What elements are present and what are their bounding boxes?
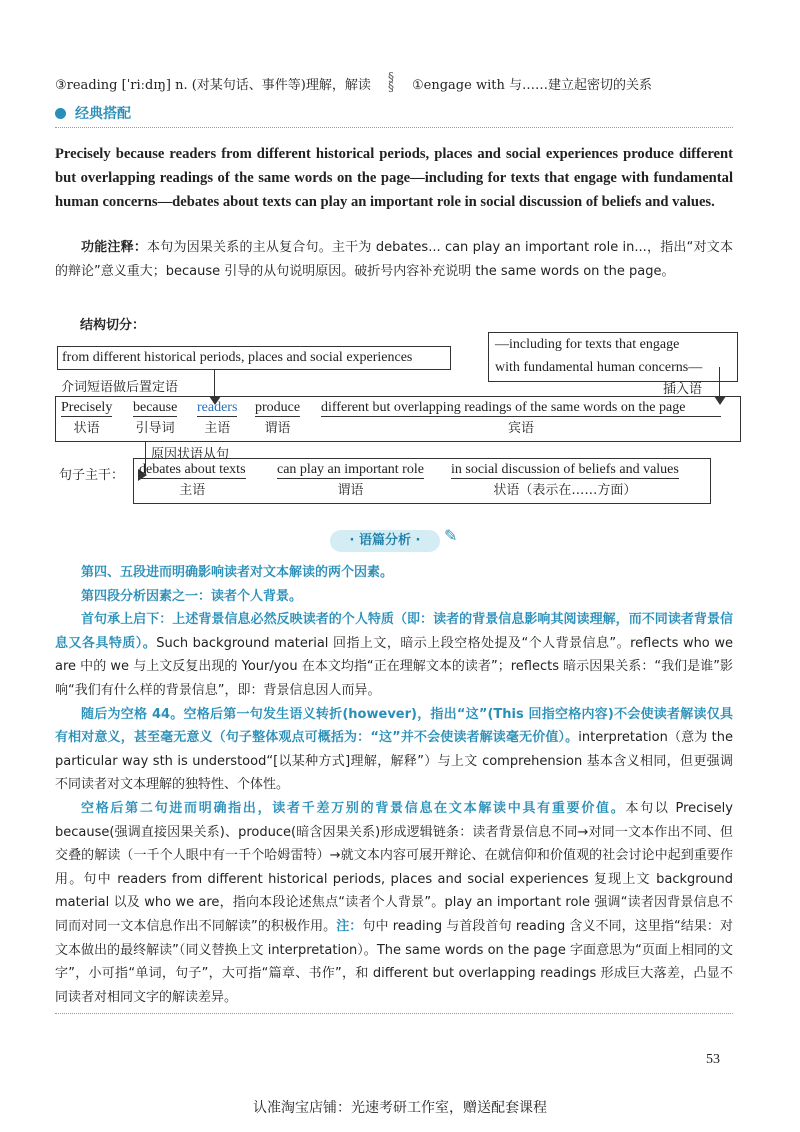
analysis-p4: 空格后第二句进而明确指出，读者千差万别的背景信息在文本解读中具有重要价值。本句以 Precisely because(强调直接因果关系)、produce(暗含因果关系)形成逻辑链条：读者背景信息不同→对同一文本作出不同、但交叠的解读（一千个人眼中有一千个哈姆雷特）→就文本内容可展开辩论、在就信仰和价值观的社会讨论中起到重要作用。句中 readers from different historical periods, places and social experiences 复现上文 background material 以及 who we are，指向本段论述焦点“读者个人背景”。play an important role 强调“读者因背景信息不同而对同一文本信息作出不同解读”的积极作用。注：句中 reading 与首段首句 reading 含义不同，这里指“结果：对文本做出的最终解读”（同义替换上文 interpretation）。The same words on the page 字面意思为“页面上相同的文字”，小可指“单词，句子”，大可指“篇章、书作”，和 different but overlapping readings 形成巨大落差，凸显不同读者对相同文字的解读差异。	[55, 800, 733, 1005]
insertion-line-1: —including for texts that engage	[495, 337, 680, 352]
analysis-p0: 第四、五段进而明确影响读者对文本解读的两个因素。	[81, 565, 394, 580]
row1-word-3: readers 主语	[197, 400, 238, 436]
footer-text: 认准淘宝店铺：光速考研工作室，赠送配套课程	[253, 1100, 547, 1116]
prep-phrase: from different historical periods, places and social experiences	[62, 350, 413, 365]
row2-word-3: in social discussion of beliefs and values 状语（表示在……方面）	[451, 462, 679, 498]
function-note	[55, 236, 733, 284]
divider-icon: § §	[388, 70, 394, 94]
analysis-p1: 第四段分析因素之一：读者个人背景。	[81, 588, 303, 604]
clause-note: 原因状语从句	[151, 447, 230, 462]
function-note-label: 功能注释：	[81, 240, 148, 255]
insertion-note: 插入语	[663, 382, 703, 397]
row2-word-2: can play an important role 谓语	[277, 462, 424, 498]
row1-word-4: produce 谓语	[255, 400, 301, 436]
section-title: 经典搭配	[75, 106, 131, 122]
main-clause-label: 句子主干：	[59, 468, 125, 483]
prep-phrase-box	[57, 346, 451, 370]
analysis-banner: · 语篇分析 ·	[330, 530, 440, 552]
row2-word-1: debates about texts 主语	[139, 462, 246, 498]
section-heading	[55, 103, 131, 123]
insertion-line-2: with fundamental human concerns—	[495, 360, 703, 375]
example-sentence: Precisely because readers from different historical periods, places and social experiences produce different but overlapping readings of the same words on the page—including for texts that engage with fundamental human concerns—debates about texts can play an important role in social discussion of beliefs and values.	[55, 146, 733, 210]
structure-label: 结构切分：	[80, 318, 146, 333]
pen-icon: ✎	[444, 526, 458, 545]
sentence-structure-diagram	[55, 332, 745, 512]
row1-word-5: different but overlapping readings of the same words on the page 宾语	[321, 400, 721, 436]
bullet-icon	[55, 108, 66, 119]
row1-word-2: because 引导词	[133, 400, 178, 436]
vocab-item-reading: ③reading [ˈriːdɪŋ] n. (对某句话、事件等)理解，解读	[55, 78, 371, 93]
insertion-box	[488, 332, 738, 382]
analysis-text	[55, 561, 733, 1009]
prep-phrase-note: 介词短语做后置定语	[61, 380, 179, 395]
function-note-text: 本句为因果关系的主从复合句。主干为 debates... can play an important role in...，指出“对文本的辩论”意义重大；because 引导的从句说明原因。破折号内容补充说明 the same words on the page。	[55, 240, 733, 279]
analysis-p2: 首句承上启下：上述背景信息必然反映读者的个人特质（即：读者的背景信息影响其阅读理解，而不同读者背景信息又各具特质）。Such background material 回指上文，暗示上段空格处提及“个人背景信息”。reflects who we are 中的 we 与上文反复出现的 Your/you 在本文均指“正在理解文本的读者”；reflects 暗示因果关系：“我们是谁”影响“我们有什么样的背景信息”，即：背景信息因人而异。	[55, 612, 733, 698]
analysis-p3: 随后为空格 44。空格后第一句发生语义转折(however)，指出“这”(This 回指空格内容)不会使读者解读仅具有相对意义，甚至毫无意义（句子整体观点可概括为：“这”并不会使读者解读毫无价值）。interpretation（意为 the particular way sth is understood“[以某种方式]理解，解释”）与上文 comprehension 基本含义相同，但更强调不同读者对文本理解的独特性、个体性。	[55, 706, 733, 793]
divider	[55, 127, 733, 128]
row1-word-1: Precisely 状语	[61, 400, 113, 436]
divider	[55, 1013, 733, 1014]
page-number: 53	[706, 1052, 720, 1067]
vocab-item-engage: ①engage with 与……建立起密切的关系	[412, 78, 652, 93]
